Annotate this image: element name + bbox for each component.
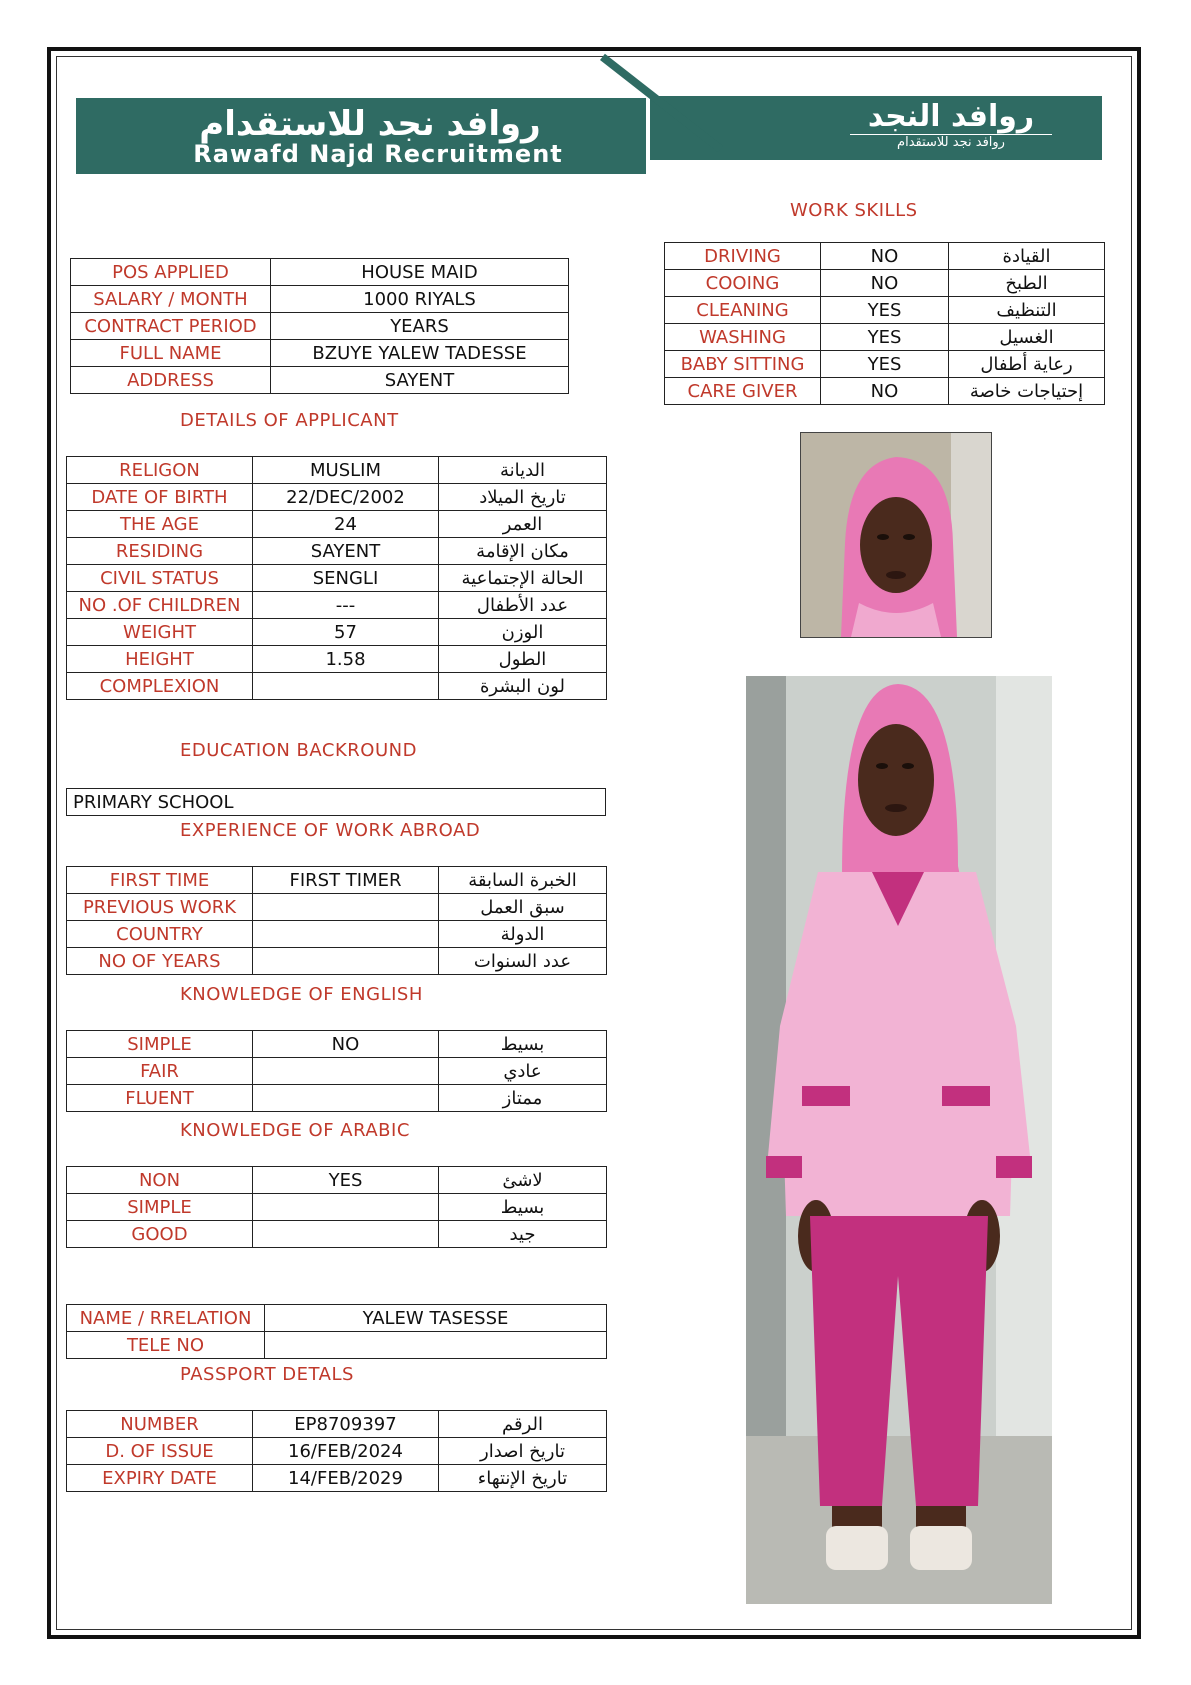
position-row-address xyxy=(71,367,569,394)
relation-row-tele-no xyxy=(67,1332,607,1359)
skill-label: COOING xyxy=(665,270,821,297)
english-label: FAIR xyxy=(67,1058,253,1085)
experience-arabic-label: الدولة xyxy=(439,921,607,948)
detail-row-date-of-birth xyxy=(67,484,607,511)
relation-label: NAME / RRELATION xyxy=(67,1305,265,1332)
arabic-knowledge-value: YES xyxy=(253,1167,439,1194)
position-row-pos-applied xyxy=(71,259,569,286)
skill-row-driving xyxy=(665,243,1105,270)
experience-label: PREVIOUS WORK xyxy=(67,894,253,921)
experience-value: FIRST TIMER xyxy=(253,867,439,894)
detail-label: RELIGON xyxy=(67,457,253,484)
skill-row-washing xyxy=(665,324,1105,351)
passport-value: 16/FEB/2024 xyxy=(253,1438,439,1465)
arabic-knowledge-row-non xyxy=(67,1167,607,1194)
experience-label: NO OF YEARS xyxy=(67,948,253,975)
detail-label: CIVIL STATUS xyxy=(67,565,253,592)
logo-mark: روافد النجد xyxy=(867,99,1035,134)
skill-arabic-label: الغسيل xyxy=(949,324,1105,351)
skill-arabic-label: التنظيف xyxy=(949,297,1105,324)
position-table xyxy=(70,258,569,394)
skill-arabic-label: إحتياجات خاصة xyxy=(949,378,1105,405)
applicant-portrait-photo xyxy=(800,432,992,638)
experience-table xyxy=(66,866,607,975)
position-value: HOUSE MAID xyxy=(271,259,569,286)
english-row-fair xyxy=(67,1058,607,1085)
work-skills-table xyxy=(664,242,1105,405)
experience-row-country xyxy=(67,921,607,948)
detail-label: HEIGHT xyxy=(67,646,253,673)
position-value: 1000 RIYALS xyxy=(271,286,569,313)
skill-label: BABY SITTING xyxy=(665,351,821,378)
detail-row-no-of-children xyxy=(67,592,607,619)
detail-arabic-label: الديانة xyxy=(439,457,607,484)
experience-value xyxy=(253,894,439,921)
experience-arabic-label: الخبرة السابقة xyxy=(439,867,607,894)
education-table xyxy=(66,788,606,816)
skill-arabic-label: الطبخ xyxy=(949,270,1105,297)
details-title: DETAILS OF APPLICANT xyxy=(180,410,399,431)
experience-label: COUNTRY xyxy=(67,921,253,948)
detail-label: THE AGE xyxy=(67,511,253,538)
logo-subtitle: روافد نجد للاستقدام xyxy=(850,134,1052,151)
english-label: FLUENT xyxy=(67,1085,253,1112)
education-value: PRIMARY SCHOOL xyxy=(67,789,606,816)
english-row-simple xyxy=(67,1031,607,1058)
relation-table xyxy=(66,1304,607,1359)
passport-label: NUMBER xyxy=(67,1411,253,1438)
detail-value: MUSLIM xyxy=(253,457,439,484)
detail-value: 24 xyxy=(253,511,439,538)
passport-title: PASSPORT DETALS xyxy=(180,1364,354,1385)
company-logo xyxy=(836,100,1066,156)
position-row-full-name xyxy=(71,340,569,367)
skill-label: CLEANING xyxy=(665,297,821,324)
passport-row-number xyxy=(67,1411,607,1438)
passport-label: D. OF ISSUE xyxy=(67,1438,253,1465)
detail-arabic-label: الوزن xyxy=(439,619,607,646)
skill-value: YES xyxy=(821,324,949,351)
detail-value: 1.58 xyxy=(253,646,439,673)
detail-row-civil-status xyxy=(67,565,607,592)
skill-value: NO xyxy=(821,378,949,405)
skill-label: DRIVING xyxy=(665,243,821,270)
position-row-contract-period xyxy=(71,313,569,340)
english-arabic-label: بسيط xyxy=(439,1031,607,1058)
arabic-knowledge-label: GOOD xyxy=(67,1221,253,1248)
detail-row-religon xyxy=(67,457,607,484)
applicant-full-body-photo xyxy=(746,676,1052,1604)
experience-row-previous-work xyxy=(67,894,607,921)
arabic-knowledge-title: KNOWLEDGE OF ARABIC xyxy=(180,1120,410,1141)
detail-arabic-label: مكان الإقامة xyxy=(439,538,607,565)
skill-row-cooing xyxy=(665,270,1105,297)
arabic-knowledge-row-simple xyxy=(67,1194,607,1221)
experience-arabic-label: سبق العمل xyxy=(439,894,607,921)
relation-value xyxy=(265,1332,607,1359)
company-name-english: Rawafd Najd Recruitment xyxy=(193,140,563,168)
skill-value: NO xyxy=(821,243,949,270)
full-body-illustration xyxy=(746,676,1052,1604)
detail-row-the-age xyxy=(67,511,607,538)
passport-arabic-label: تاريخ الإنتهاء xyxy=(439,1465,607,1492)
detail-arabic-label: العمر xyxy=(439,511,607,538)
detail-arabic-label: لون البشرة xyxy=(439,673,607,700)
position-label: CONTRACT PERIOD xyxy=(71,313,271,340)
english-arabic-label: عادي xyxy=(439,1058,607,1085)
arabic-knowledge-label: NON xyxy=(67,1167,253,1194)
arabic-knowledge-row-good xyxy=(67,1221,607,1248)
skill-label: WASHING xyxy=(665,324,821,351)
position-row-salary-month xyxy=(71,286,569,313)
arabic-knowledge-value xyxy=(253,1194,439,1221)
skill-row-baby-sitting xyxy=(665,351,1105,378)
position-value: SAYENT xyxy=(271,367,569,394)
experience-value xyxy=(253,921,439,948)
arabic-knowledge-arabic-label: بسيط xyxy=(439,1194,607,1221)
detail-row-height xyxy=(67,646,607,673)
detail-arabic-label: تاريخ الميلاد xyxy=(439,484,607,511)
arabic-knowledge-label: SIMPLE xyxy=(67,1194,253,1221)
detail-arabic-label: الحالة الإجتماعية xyxy=(439,565,607,592)
detail-arabic-label: الطول xyxy=(439,646,607,673)
arabic-knowledge-arabic-label: لاشئ xyxy=(439,1167,607,1194)
skill-row-cleaning xyxy=(665,297,1105,324)
passport-arabic-label: الرقم xyxy=(439,1411,607,1438)
detail-label: COMPLEXION xyxy=(67,673,253,700)
passport-value: 14/FEB/2029 xyxy=(253,1465,439,1492)
detail-label: DATE OF BIRTH xyxy=(67,484,253,511)
skill-value: YES xyxy=(821,351,949,378)
english-row-fluent xyxy=(67,1085,607,1112)
arabic-knowledge-table xyxy=(66,1166,607,1248)
company-name-arabic: روافد نجد للاستقدام xyxy=(199,104,541,144)
detail-value: SAYENT xyxy=(253,538,439,565)
experience-row-no-of-years xyxy=(67,948,607,975)
detail-value: 22/DEC/2002 xyxy=(253,484,439,511)
detail-value: 57 xyxy=(253,619,439,646)
relation-label: TELE NO xyxy=(67,1332,265,1359)
english-value xyxy=(253,1085,439,1112)
experience-row-first-time xyxy=(67,867,607,894)
english-table xyxy=(66,1030,607,1112)
passport-arabic-label: تاريخ اصدار xyxy=(439,1438,607,1465)
skill-label: CARE GIVER xyxy=(665,378,821,405)
details-table xyxy=(66,456,607,700)
detail-value xyxy=(253,673,439,700)
detail-arabic-label: عدد الأطفال xyxy=(439,592,607,619)
skill-row-care-giver xyxy=(665,378,1105,405)
skill-arabic-label: القيادة xyxy=(949,243,1105,270)
detail-label: RESIDING xyxy=(67,538,253,565)
detail-row-weight xyxy=(67,619,607,646)
experience-arabic-label: عدد السنوات xyxy=(439,948,607,975)
relation-row-name-rrelation xyxy=(67,1305,607,1332)
detail-label: NO .OF CHILDREN xyxy=(67,592,253,619)
position-label: FULL NAME xyxy=(71,340,271,367)
detail-label: WEIGHT xyxy=(67,619,253,646)
position-label: SALARY / MONTH xyxy=(71,286,271,313)
arabic-knowledge-value xyxy=(253,1221,439,1248)
passport-row-expiry-date xyxy=(67,1465,607,1492)
english-value: NO xyxy=(253,1031,439,1058)
arabic-knowledge-arabic-label: جيد xyxy=(439,1221,607,1248)
english-arabic-label: ممتاز xyxy=(439,1085,607,1112)
detail-value: --- xyxy=(253,592,439,619)
relation-value: YALEW TASESSE xyxy=(265,1305,607,1332)
experience-label: FIRST TIME xyxy=(67,867,253,894)
english-label: SIMPLE xyxy=(67,1031,253,1058)
portrait-illustration xyxy=(801,433,991,637)
experience-value xyxy=(253,948,439,975)
position-value: BZUYE YALEW TADESSE xyxy=(271,340,569,367)
position-label: ADDRESS xyxy=(71,367,271,394)
detail-value: SENGLI xyxy=(253,565,439,592)
detail-row-complexion xyxy=(67,673,607,700)
passport-table xyxy=(66,1410,607,1492)
skill-arabic-label: رعاية أطفال xyxy=(949,351,1105,378)
detail-row-residing xyxy=(67,538,607,565)
education-title: EDUCATION BACKROUND xyxy=(180,740,417,761)
passport-label: EXPIRY DATE xyxy=(67,1465,253,1492)
english-value xyxy=(253,1058,439,1085)
skill-value: NO xyxy=(821,270,949,297)
position-value: YEARS xyxy=(271,313,569,340)
experience-title: EXPERIENCE OF WORK ABROAD xyxy=(180,820,481,841)
passport-row-d-of-issue xyxy=(67,1438,607,1465)
position-label: POS APPLIED xyxy=(71,259,271,286)
skill-value: YES xyxy=(821,297,949,324)
english-title: KNOWLEDGE OF ENGLISH xyxy=(180,984,423,1005)
work-skills-title: WORK SKILLS xyxy=(790,200,918,221)
passport-value: EP8709397 xyxy=(253,1411,439,1438)
